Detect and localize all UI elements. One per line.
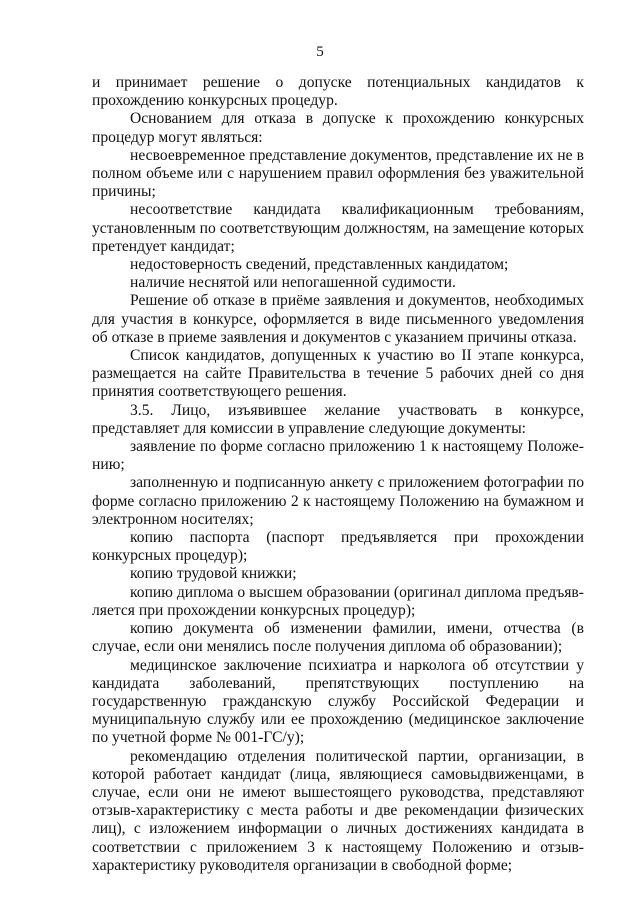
paragraph: копию трудовой книжки;: [130, 565, 297, 583]
paragraph: недостоверность сведений, представленных кандидатом;: [130, 256, 509, 274]
paragraph: наличие неснятой или непогашенной судимости.: [130, 274, 456, 292]
paragraph: Решение об отказе в приёме заявления и документов, необходимых для участия в конкурсе, оформляется в виде письменного уведомления об отказе в приеме заявления и документов с указанием причины отказа.: [92, 292, 584, 346]
paragraph: и принимает решение о допуске потенциальных кандидатов к прохождению конкурсных процедур.: [92, 74, 584, 110]
paragraph: заполненную и подписанную анкету с приложением фотографии по форме согласно приложению 2 к настоящему Положению на бумажном и электронном носителях;: [92, 474, 584, 528]
paragraph: Основанием для отказа в допуске к прохождению конкурсных процедур могут являться:: [92, 110, 584, 146]
paragraph: копию паспорта (паспорт предъявляется при прохождении конкурсных процедур);: [92, 529, 584, 565]
paragraph: копию документа об изменении фамилии, имени, отчества (в случае, если они менялись после получения диплома об образовании);: [92, 620, 584, 656]
page-number: 5: [316, 44, 324, 60]
paragraph: копию диплома о высшем образовании (оригинал диплома предъявляется при прохождении конкурсных процедур);: [92, 583, 584, 619]
paragraph: Список кандидатов, допущенных к участию во II этапе конкурса, размещается на сайте Правительства в течение 5 рабочих дней со дня принятия соответствующего решения.: [92, 347, 584, 401]
paragraph: медицинское заключение психиатра и нарколога об отсутствии у кандидата заболеваний, препятствующих поступлению на государственную гражданскую службу Российской Федерации и муниципальную службу или ее прохождению (медицинское заключение по учетной форме № 001-ГС/у);: [92, 656, 584, 747]
paragraph: 3.5. Лицо, изъявившее желание участвовать в конкурсе, представляет для комиссии в управление следующие документы:: [92, 401, 584, 437]
paragraph: несоответствие кандидата квалификационным требованиям, установленным по соответствующим должностям, на замещение которых претендует кандидат;: [92, 201, 584, 255]
document-body: [92, 74, 584, 875]
paragraph: рекомендацию отделения политической партии, организации, в которой работает кандидат (лица, являющиеся самовыдвиженцами, в случае, если они не имеют вышестоящего руководства, представляют отзыв-характеристику с места работы и две рекомендации физических лиц), с изложением информации о личных достижениях кандидата в соответствии с приложением 3 к настоящему Положению и отзыв-характеристику руководителя организации в свободной форме;: [92, 747, 584, 874]
paragraph: заявление по форме согласно приложению 1 к настоящему Положению;: [92, 438, 584, 474]
paragraph: несвоевременное представление документов, представление их не в полном объеме или с нарушением правил оформления без уважительной причины;: [92, 146, 584, 201]
